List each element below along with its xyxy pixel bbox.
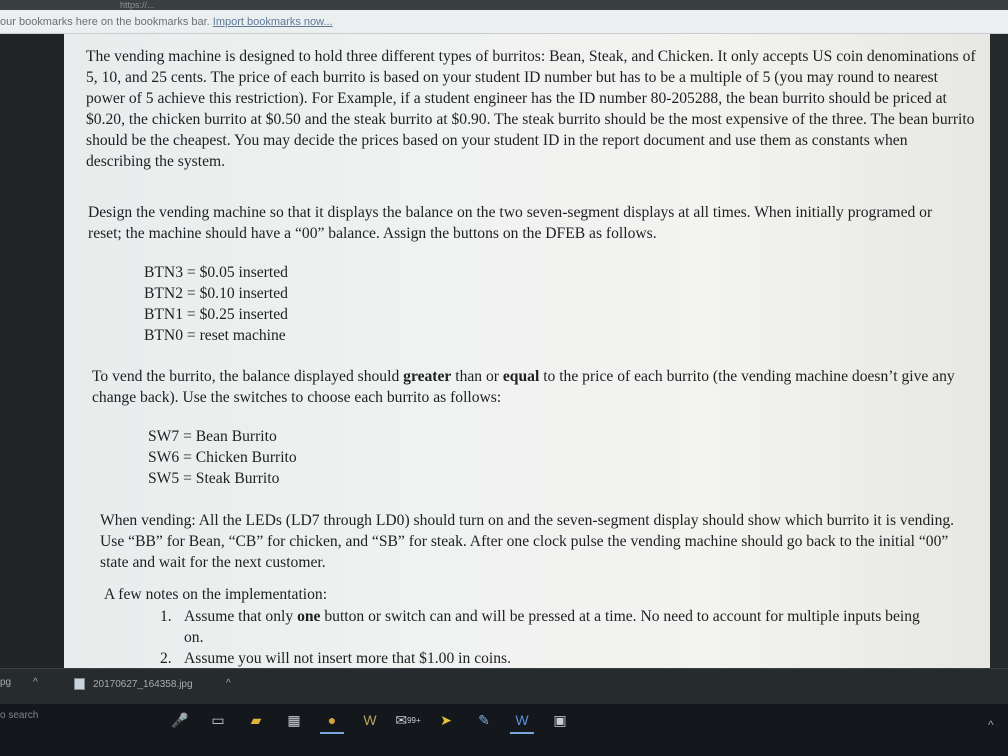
- mail-badge: 99+: [407, 715, 421, 725]
- implementation-notes: [160, 606, 940, 668]
- mail-icon[interactable]: ✉ 99+: [395, 711, 421, 728]
- tray-chevron-icon[interactable]: ^: [988, 718, 994, 732]
- winrar-icon[interactable]: W: [363, 712, 377, 728]
- note-item: [160, 606, 940, 648]
- document-page: [64, 34, 990, 668]
- text-run: to the price of each burrito (the vending machine doesn’t give any change back). Use the switches to choose each burrito as follows:: [92, 368, 955, 406]
- switch-assignment: SW6 = Chicken Burrito: [148, 449, 297, 466]
- switch-assignment: SW7 = Bean Burrito: [148, 428, 277, 445]
- text-run: button or switch can and will be pressed at a time. No need to account for multiple inputs being on.: [184, 608, 920, 646]
- browser-url-strip: [0, 0, 1008, 10]
- button-assignment: BTN3 = $0.05 inserted: [144, 264, 288, 281]
- task-view-icon[interactable]: ▭: [211, 711, 225, 728]
- button-assignment-list: [144, 262, 288, 346]
- download-file-name: 20170627_164358.jpg: [93, 678, 193, 690]
- when-vending-paragraph: When vending: All the LEDs (LD7 through LD0) should turn on and the seven-segment display should show which burrito it is vending. Use “BB” for Bean, “CB” for chicken, and “SB” for steak. After one clock pulse the vending machine should go back to the initial “00” state and wait for the next customer.: [100, 512, 955, 571]
- url-fragment: https://...: [120, 0, 155, 10]
- button-assignment: BTN0 = reset machine: [144, 327, 286, 344]
- taskbar-icons: [168, 708, 572, 734]
- windows-taskbar: [0, 704, 1008, 756]
- switch-assignment-list: [148, 426, 297, 489]
- search-placeholder: o search: [0, 710, 39, 721]
- import-bookmarks-link[interactable]: Import bookmarks now...: [212, 16, 333, 28]
- photos-icon[interactable]: ▣: [553, 711, 567, 728]
- intro-paragraph: The vending machine is designed to hold three different types of burritos: Bean, Steak, and Chicken. It only accepts US coin denominations of 5, 10, and 25 cents. The price of each burrito is based on your student ID number but has to be a multiple of 5 (you may round to nearest power of 5 achieve this restriction). For Example, if a student engineer has the ID number 80-205288, the bean burrito should be priced at $0.20, the chicken burrito at $0.50 and the steak burrito at $0.90. The steak burrito should be the most expensive of the three. The bean burrito should be the cheapest. You may decide the prices based on your student ID in the report document and use them as constants when describing the system.: [86, 48, 976, 170]
- text-run: than or: [451, 368, 503, 385]
- taskbar-search[interactable]: [0, 710, 160, 730]
- vending-paragraph: [92, 366, 962, 408]
- chrome-icon[interactable]: ●: [320, 708, 344, 734]
- previous-download-fragment[interactable]: pg: [0, 677, 12, 688]
- pen-app-icon[interactable]: ✎: [478, 711, 490, 728]
- bold-equal: equal: [502, 368, 540, 385]
- file-icon: [74, 678, 85, 690]
- file-explorer-icon[interactable]: ▰: [250, 711, 262, 728]
- arrow-app-icon[interactable]: ➤: [440, 711, 452, 728]
- download-bar: [0, 668, 1008, 705]
- switch-assignment: SW5 = Steak Burrito: [148, 470, 280, 487]
- notes-heading: A few notes on the implementation:: [104, 586, 328, 603]
- right-dark-margin: [990, 34, 1008, 668]
- text-run: Assume that only: [184, 608, 298, 625]
- chevron-up-icon[interactable]: ^: [226, 678, 231, 689]
- design-paragraph: Design the vending machine so that it displays the balance on the two seven-segment displays at all times. When initially programed or reset; the machine should have a “00” balance. Assign the buttons on the DFEB as follows.: [88, 204, 933, 242]
- word-icon[interactable]: W: [510, 708, 534, 734]
- note-number: 2.: [160, 650, 172, 667]
- bold-greater: greater: [403, 368, 452, 385]
- download-item[interactable]: [74, 678, 193, 690]
- microphone-icon[interactable]: 🎤: [171, 711, 189, 728]
- note-item: [160, 648, 940, 668]
- text-run: To vend the burrito, the balance displayed should: [92, 368, 404, 385]
- text-run: Assume you will not insert more that $1.00 in coins.: [184, 650, 512, 667]
- note-number: 1.: [160, 608, 172, 625]
- bookmarks-bar: [0, 10, 1008, 34]
- button-assignment: BTN1 = $0.25 inserted: [144, 306, 288, 323]
- left-dark-margin: [0, 34, 64, 668]
- chevron-up-icon[interactable]: ^: [33, 677, 38, 688]
- bookmarks-hint: our bookmarks here on the bookmarks bar.: [0, 16, 210, 28]
- bold-one: one: [297, 608, 321, 625]
- button-assignment: BTN2 = $0.10 inserted: [144, 285, 288, 302]
- store-icon[interactable]: ▦: [287, 711, 301, 728]
